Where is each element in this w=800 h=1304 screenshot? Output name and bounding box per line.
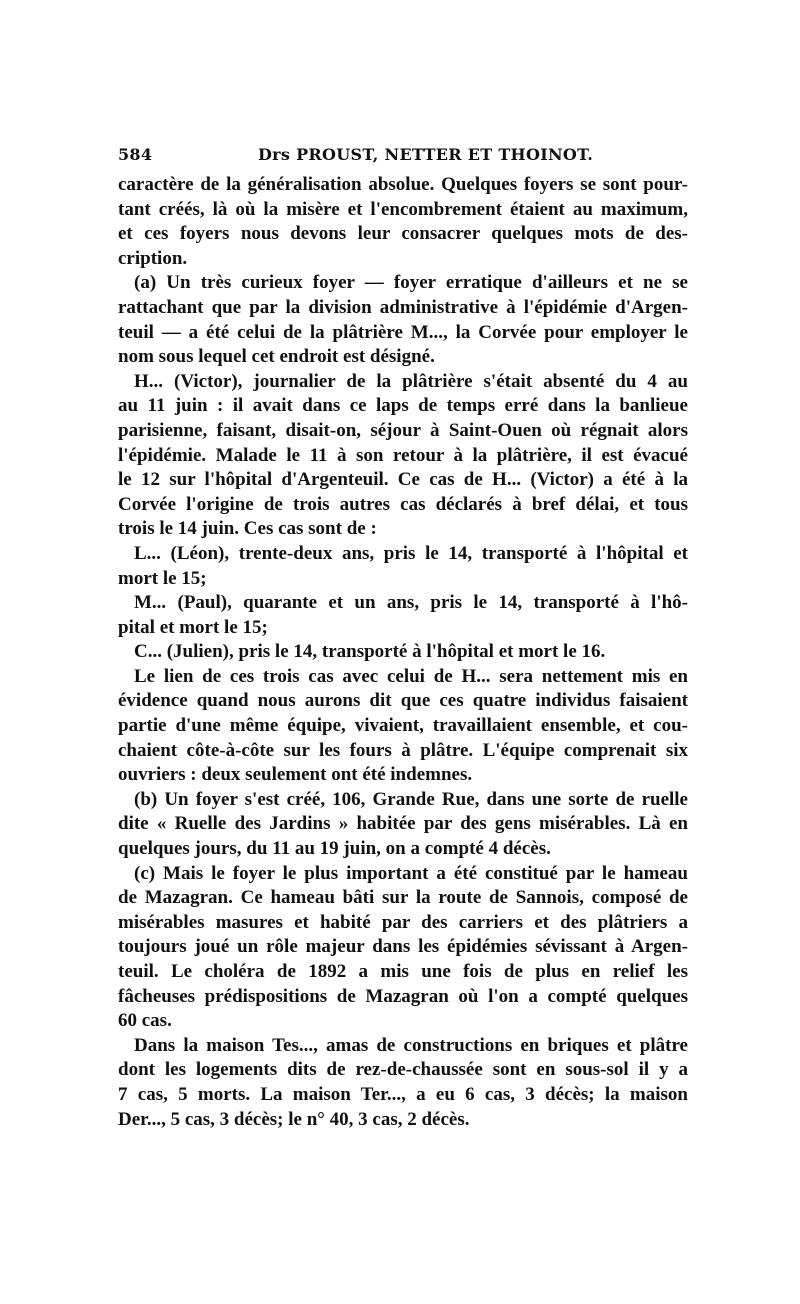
text-line: M... (Paul), quarante et un ans, pris le 14, transporté à l'hô-: [134, 592, 688, 614]
text-line: pital et mort le 15;: [118, 616, 268, 638]
text-line: fâcheuses prédispositions de Mazagran où l'on a compté quelques: [118, 985, 688, 1007]
text-line: dite « Ruelle des Jardins » habitée par des gens misérables. Là en: [118, 813, 688, 835]
text-line: teuil — a été celui de la plâtrière M..., la Corvée pour employer le: [118, 321, 688, 343]
page-number: 584: [118, 145, 153, 164]
text-line: parisienne, faisant, disait-on, séjour à Saint-Ouen où régnait alors: [118, 419, 688, 441]
text-line: évidence quand nous aurons dit que ces quatre individus faisaient: [118, 690, 688, 712]
text-line: tant créés, là où la misère et l'encombrement étaient au maximum,: [118, 198, 688, 220]
text-line: trois le 14 juin. Ces cas sont de :: [118, 518, 377, 540]
text-line: l'épidémie. Malade le 11 à son retour à la plâtrière, il est évacué: [118, 444, 688, 466]
text-line: toujours joué un rôle majeur dans les épidémies sévissant à Argen-: [118, 936, 688, 958]
running-head: Drs PROUST, NETTER ET THOINOT.: [258, 145, 594, 164]
text-line: le 12 sur l'hôpital d'Argenteuil. Ce cas de H... (Victor) a été à la: [118, 469, 688, 491]
text-line: H... (Victor), journalier de la plâtrière s'était absenté du 4 au: [134, 370, 688, 392]
text-line: cription.: [118, 247, 188, 269]
text-line: au 11 juin : il avait dans ce laps de temps erré dans la banlieue: [118, 395, 688, 417]
body-text: [118, 173, 688, 1132]
text-line: teuil. Le choléra de 1892 a mis une fois de plus en relief les: [118, 961, 688, 982]
text-line: L... (Léon), trente-deux ans, pris le 14, transporté à l'hôpital et: [134, 542, 688, 564]
text-line: Corvée l'origine de trois autres cas déclarés à bref délai, et tous: [118, 493, 688, 515]
text-line: dont les logements dits de rez-de-chaussée sont en sous-sol il y a: [118, 1059, 688, 1081]
text-line: misérables masures et habité par des carriers et des plâtriers a: [118, 911, 688, 933]
text-line: (c) Mais le foyer le plus important a été constitué par le hameau: [134, 862, 688, 884]
text-line: chaient côte-à-côte sur les fours à plâtre. L'équipe comprenait six: [118, 739, 688, 761]
text-line: nom sous lequel cet endroit est désigné.: [118, 346, 435, 368]
text-line: caractère de la généralisation absolue. Quelques foyers se sont pour-: [118, 174, 688, 195]
text-line: mort le 15;: [118, 567, 207, 589]
text-line: rattachant que par la division administrative à l'épidémie d'Argen-: [118, 296, 688, 318]
page-header: [118, 145, 688, 169]
text-line: 60 cas.: [118, 1010, 172, 1032]
text-line: Le lien de ces trois cas avec celui de H... sera nettement mis en: [134, 665, 688, 687]
text-line: Der..., 5 cas, 3 décès; le n° 40, 3 cas, 2 décès.: [118, 1108, 470, 1130]
text-line: ouvriers : deux seulement ont été indemnes.: [118, 764, 473, 786]
text-line: Dans la maison Tes..., amas de constructions en briques et plâtre: [134, 1034, 688, 1056]
text-line: et ces foyers nous devons leur consacrer quelques mots de des-: [118, 223, 688, 245]
text-line: (b) Un foyer s'est créé, 106, Grande Rue, dans une sorte de ruelle: [134, 788, 688, 810]
text-line: quelques jours, du 11 au 19 juin, on a compté 4 décès.: [118, 838, 551, 860]
text-line: C... (Julien), pris le 14, transporté à l'hôpital et mort le 16.: [134, 641, 606, 663]
text-line: (a) Un très curieux foyer — foyer erratique d'ailleurs et ne se: [134, 272, 688, 294]
text-line: de Mazagran. Ce hameau bâti sur la route de Sannois, composé de: [118, 887, 688, 909]
text-line: 7 cas, 5 morts. La maison Ter..., a eu 6 cas, 3 décès; la maison: [118, 1083, 688, 1105]
text-line: partie d'une même équipe, vivaient, travaillaient ensemble, et cou-: [118, 715, 688, 737]
